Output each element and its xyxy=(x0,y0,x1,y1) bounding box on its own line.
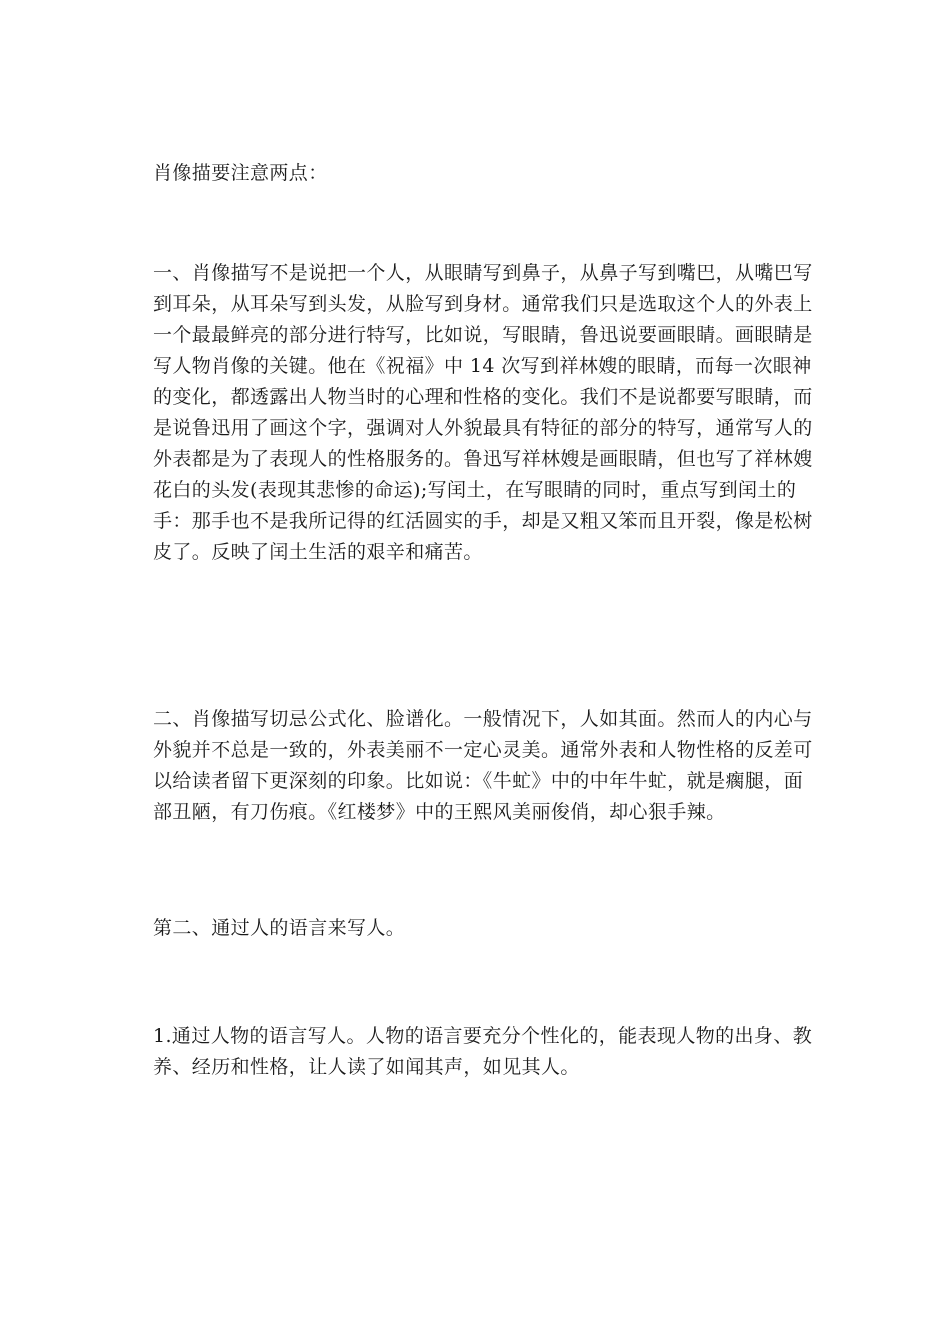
section-two-heading: 第二、通过人的语言来写人。 xyxy=(153,917,406,939)
point-one-paragraph: 一、肖像描写不是说把一个人，从眼睛写到鼻子，从鼻子写到嘴巴，从嘴巴写到耳朵，从耳朵写到头发，从脸写到身材。通常我们只是选取这个人的外表上一个最最鲜亮的部分进行特写，比如说，写眼睛，鲁迅说要画眼睛。画眼睛是写人物肖像的关键。他在《祝福》中 14 次写到祥林嫂的眼睛，而每一次眼神的变化，都透露出人物当时的心理和性格的变化。我们不是说都要写眼睛，而是说鲁迅用了画这个字，强调对人外貌最具有特征的部分的特写，通常写人的外表都是为了表现人的性格服务的。鲁迅写祥林嫂是画眼睛，但也写了祥林嫂花白的头发(表现其悲惨的命运);写闰土，在写眼睛的同时，重点写到闰土的手：那手也不是我所记得的红活圆实的手，却是又粗又笨而且开裂，像是松树皮了。反映了闰土生活的艰辛和痛苦。 xyxy=(153,262,813,563)
intro-paragraph: 肖像描要注意两点： xyxy=(153,162,328,184)
language-paragraph: 1.通过人物的语言写人。人物的语言要充分个性化的，能表现人物的出身、教养、经历和性格，让人读了如闻其声，如见其人。 xyxy=(153,1025,813,1078)
point-two-paragraph: 二、肖像描写切忌公式化、脸谱化。一般情况下，人如其面。然而人的内心与外貌并不总是一致的，外表美丽不一定心灵美。通常外表和人物性格的反差可以给读者留下更深刻的印象。比如说：《牛虻》中的中年牛虻，就是瘸腿，面部丑陋，有刀伤痕。《红楼梦》中的王熙风美丽俊俏，却心狠手辣。 xyxy=(153,708,813,823)
